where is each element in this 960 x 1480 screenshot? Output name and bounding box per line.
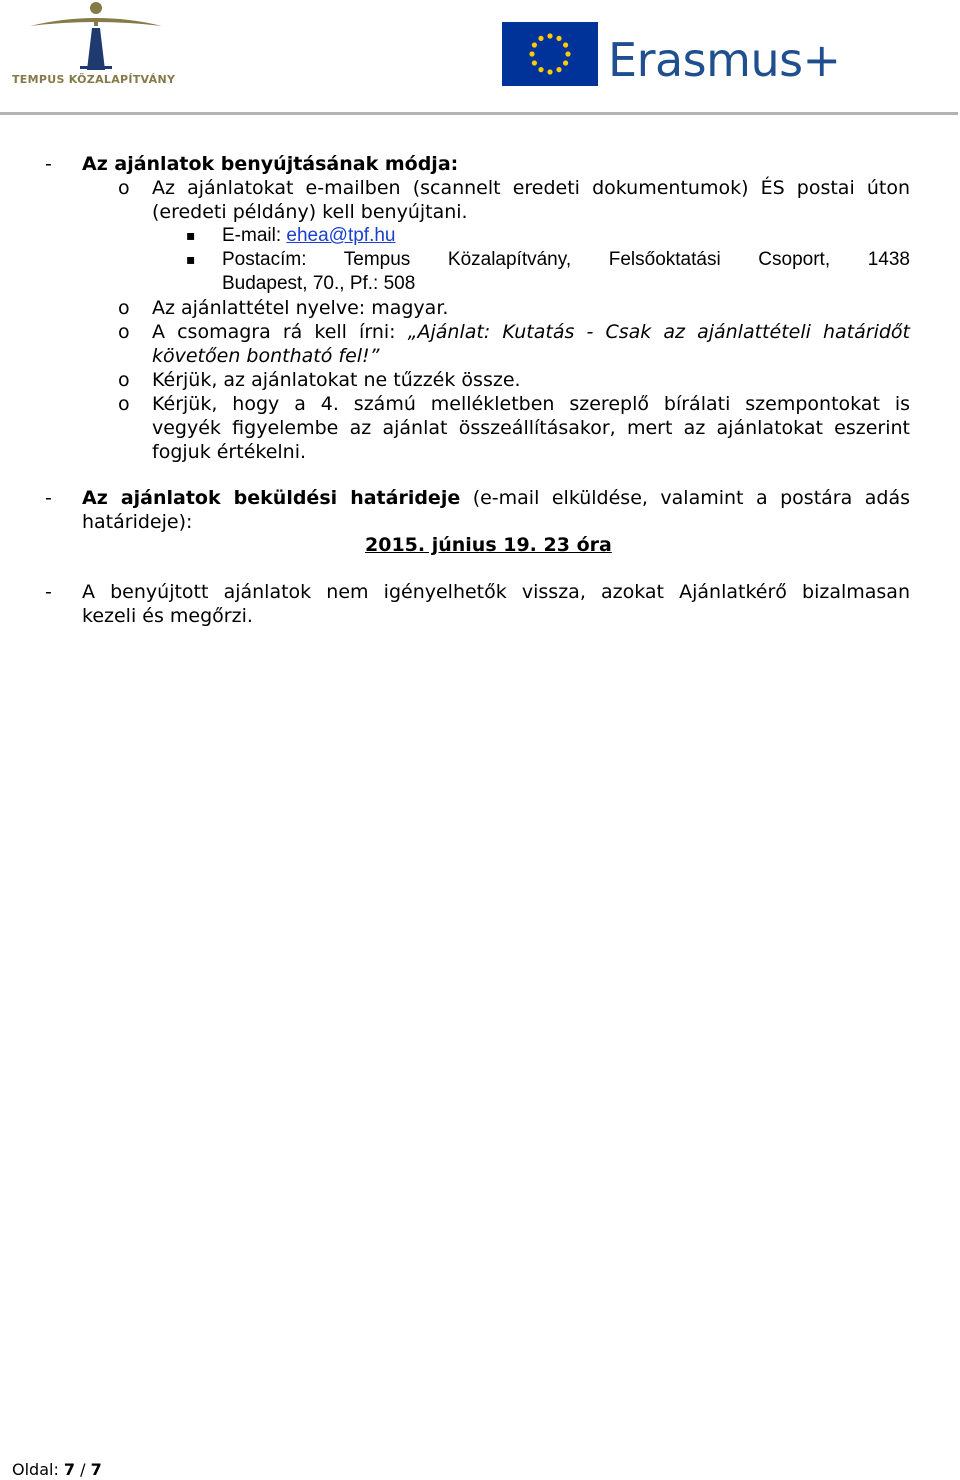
package-label-line-2 [152, 344, 380, 368]
deadline-date [365, 533, 612, 557]
list-marker: o [118, 369, 130, 391]
list-marker: o [118, 297, 130, 319]
criteria-line-2: vegyék figyelembe az ajánlat összeállításakor, mert az ajánlatokat eszerint [152, 417, 910, 439]
package-label-italic-2: követően bontható fel!” [152, 345, 380, 367]
package-label-line-1 [152, 320, 910, 344]
deadline-heading-bold: Az ajánlatok beküldési határideje [82, 487, 461, 509]
list-marker: o [118, 177, 130, 199]
header-divider [0, 112, 958, 115]
erasmus-logo-text: Erasmus+ [608, 33, 841, 87]
email-line [222, 224, 396, 248]
list-marker: o [118, 321, 130, 343]
email-link[interactable]: ehea@tpf.hu [286, 225, 396, 246]
bullet-marker: ▪ [186, 228, 196, 244]
no-staple-line: Kérjük, az ajánlatokat ne tűzzék össze. [152, 369, 521, 391]
deadline-date-text: 2015. június 19. 23 óra [365, 534, 612, 556]
postal-address-line-2: Budapest, 70., Pf.: 508 [222, 273, 416, 294]
section-dash: - [45, 581, 52, 603]
submission-method-line-2: (eredeti példány) kell benyújtani. [152, 201, 468, 223]
section-dash: - [45, 153, 52, 175]
deadline-heading-line-1 [82, 486, 910, 510]
return-policy-line-2: kezeli és megőrzi. [82, 605, 253, 627]
deadline-heading-rest: (e-mail elküldése, valamint a postára adás [460, 487, 910, 509]
page-header [0, 0, 960, 116]
bullet-marker: ▪ [186, 252, 196, 268]
list-marker: o [118, 393, 130, 415]
tempus-logo-text: TEMPUS KÖZALAPÍTVÁNY [12, 73, 176, 86]
eu-flag-icon [502, 22, 598, 86]
deadline-heading-line-2: határideje): [82, 511, 193, 533]
package-label-italic: „Ajánlat: Kutatás - Csak az ajánlattételi határidőt [407, 321, 910, 343]
page-number-total: 7 [90, 1460, 102, 1479]
section-heading-text: Az ajánlatok benyújtásának módja: [82, 153, 459, 175]
page-number-separator: / [75, 1460, 91, 1479]
return-policy-line-1: A benyújtott ajánlatok nem igényelhetők vissza, azokat Ajánlatkérő bizalmasan [82, 581, 910, 603]
package-label-prefix: A csomagra rá kell írni: [152, 321, 408, 343]
postal-address-line-1: Postacím: Tempus Közalapítvány, Felsőoktatási Csoport, 1438 [222, 249, 910, 270]
page-number-current: 7 [63, 1460, 76, 1479]
section-dash: - [45, 487, 52, 509]
language-line: Az ajánlattétel nyelve: magyar. [152, 297, 449, 319]
page-number-label: Oldal: [12, 1460, 64, 1479]
page-number [12, 1460, 102, 1479]
email-label: E-mail: [222, 225, 287, 246]
criteria-line-1: Kérjük, hogy a 4. számú mellékletben szereplő bírálati szempontokat is [152, 393, 910, 415]
section-heading [82, 152, 458, 176]
submission-method-line-1: Az ajánlatokat e-mailben (scannelt eredeti dokumentumok) ÉS postai úton [152, 177, 910, 199]
criteria-line-3: fogjuk értékelni. [152, 441, 307, 463]
